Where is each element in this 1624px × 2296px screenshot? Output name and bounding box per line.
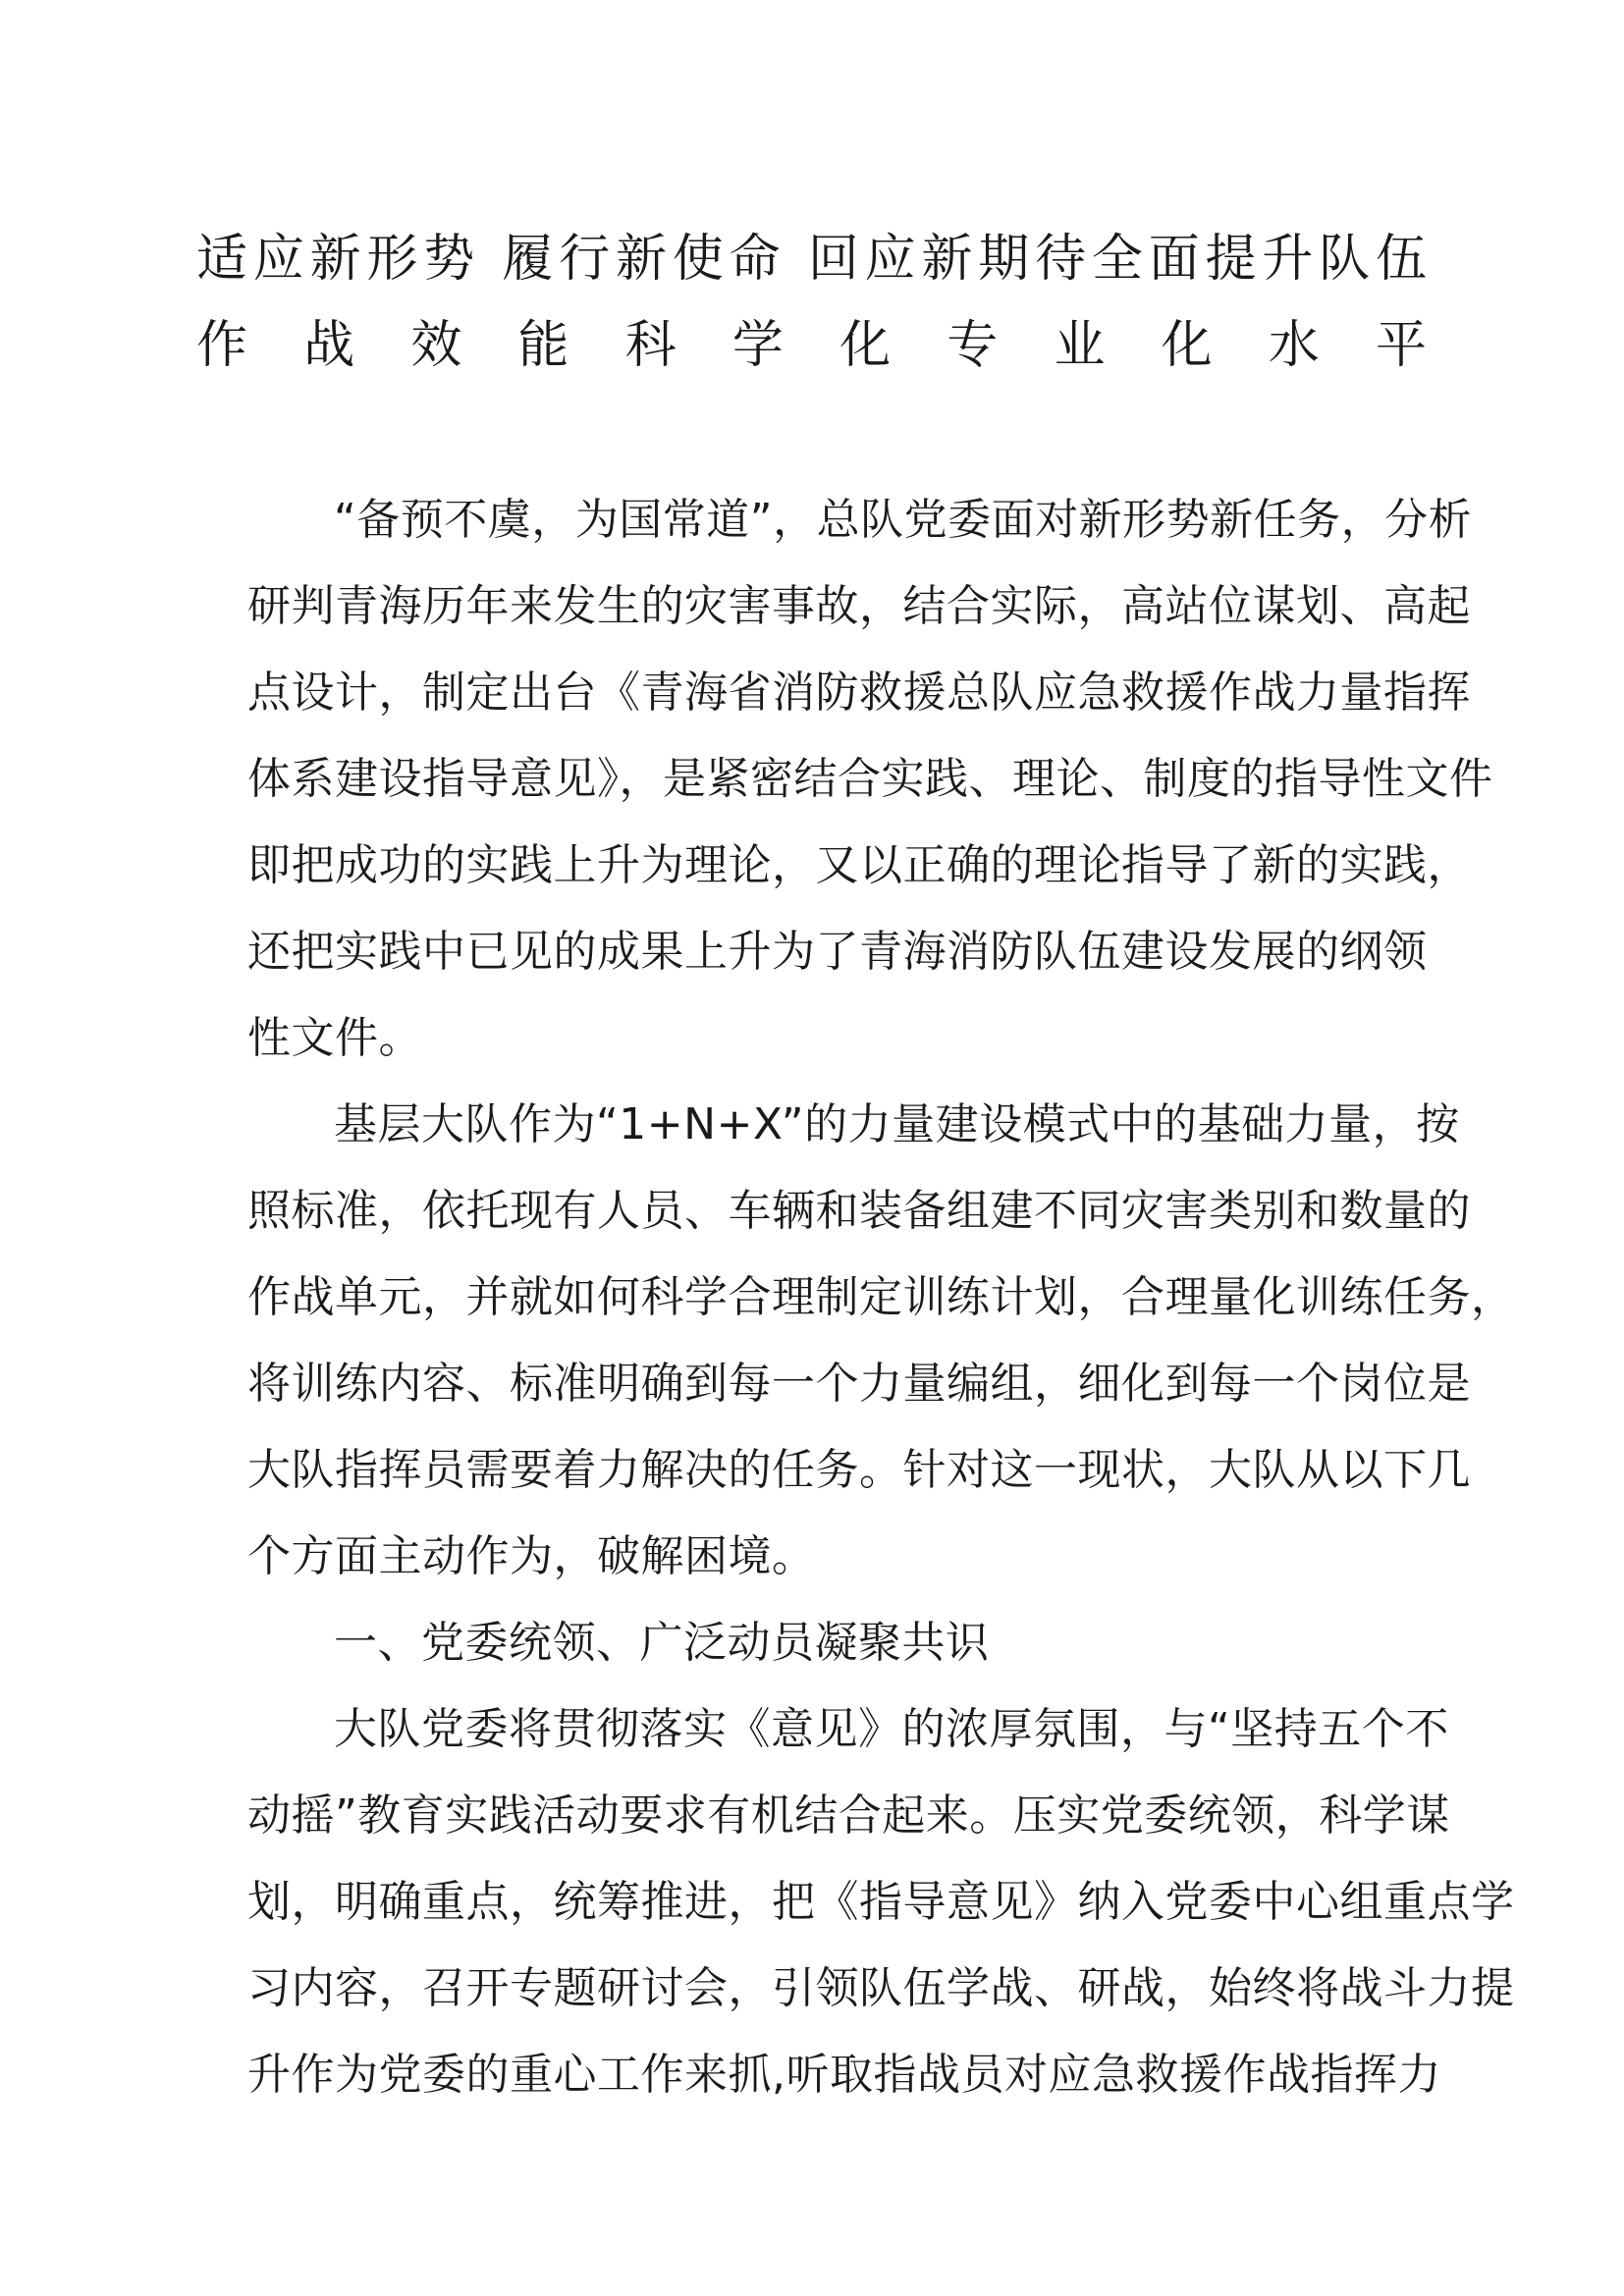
title-line: 适应新形势 履行新使命 回应新期待全面提升队伍 xyxy=(196,230,1428,289)
paragraph-party-leadership xyxy=(247,1686,1515,2118)
text-line: 作战单元，并就如何科学合理制定训练计划，合理量化训练任务， xyxy=(247,1272,1515,1322)
text-line: 性文件。 xyxy=(247,1013,422,1063)
text-line: 个方面主动作为，破解困境。 xyxy=(247,1531,816,1581)
text-line: 基层大队作为“1+N+X”的力量建设模式中的基础力量，按 xyxy=(334,1099,1460,1149)
document-body xyxy=(247,477,1515,2118)
section-heading-text: 一、党委统领、广泛动员凝聚共识 xyxy=(334,1618,990,1668)
paragraph-intro xyxy=(247,477,1493,1082)
text-line: 还把实践中已见的成果上升为了青海消防队伍建设发展的纲领 xyxy=(247,927,1428,977)
text-line: 习内容，召开专题研讨会，引领队伍学战、研战，始终将战斗力提 xyxy=(247,1963,1515,2013)
text-line: 即把成功的实践上升为理论，又以正确的理论指导了新的实践， xyxy=(247,840,1471,890)
section-heading-1 xyxy=(247,1600,1386,1686)
text-line: “备预不虞，为国常道”，总队党委面对新形势新任务，分析 xyxy=(334,495,1473,545)
text-line: 照标准，依托现有人员、车辆和装备组建不同灾害类别和数量的 xyxy=(247,1186,1471,1236)
text-line: 体系建设指导意见》，是紧密结合实践、理论、制度的指导性文件 xyxy=(247,754,1493,804)
document-title xyxy=(196,216,1428,389)
text-line: 大队党委将贯彻落实《意见》的浓厚氛围，与“坚持五个不 xyxy=(334,1704,1449,1754)
text-line: 划，明确重点，统筹推进，把《指导意见》纳入党委中心组重点学 xyxy=(247,1877,1515,1927)
text-line: 点设计，制定出台《青海省消防救援总队应急救援作战力量指挥 xyxy=(247,667,1471,718)
text-line: 将训练内容、标准明确到每一个力量编组，细化到每一个岗位是 xyxy=(247,1359,1471,1409)
text-line: 升作为党委的重心工作来抓,听取指战员对应急救援作战指挥力 xyxy=(247,2050,1441,2100)
text-line: 动摇”教育实践活动要求有机结合起来。压实党委统领，科学谋 xyxy=(247,1790,1450,1841)
title-line: 作战效能科学化专业化水平 xyxy=(196,316,1428,375)
text-line: 研判青海历年来发生的灾害事故，结合实际，高站位谋划、高起 xyxy=(247,581,1471,631)
text-line: 大队指挥员需要着力解决的任务。针对这一现状，大队从以下几 xyxy=(247,1445,1471,1495)
paragraph-basic-force xyxy=(247,1082,1515,1600)
